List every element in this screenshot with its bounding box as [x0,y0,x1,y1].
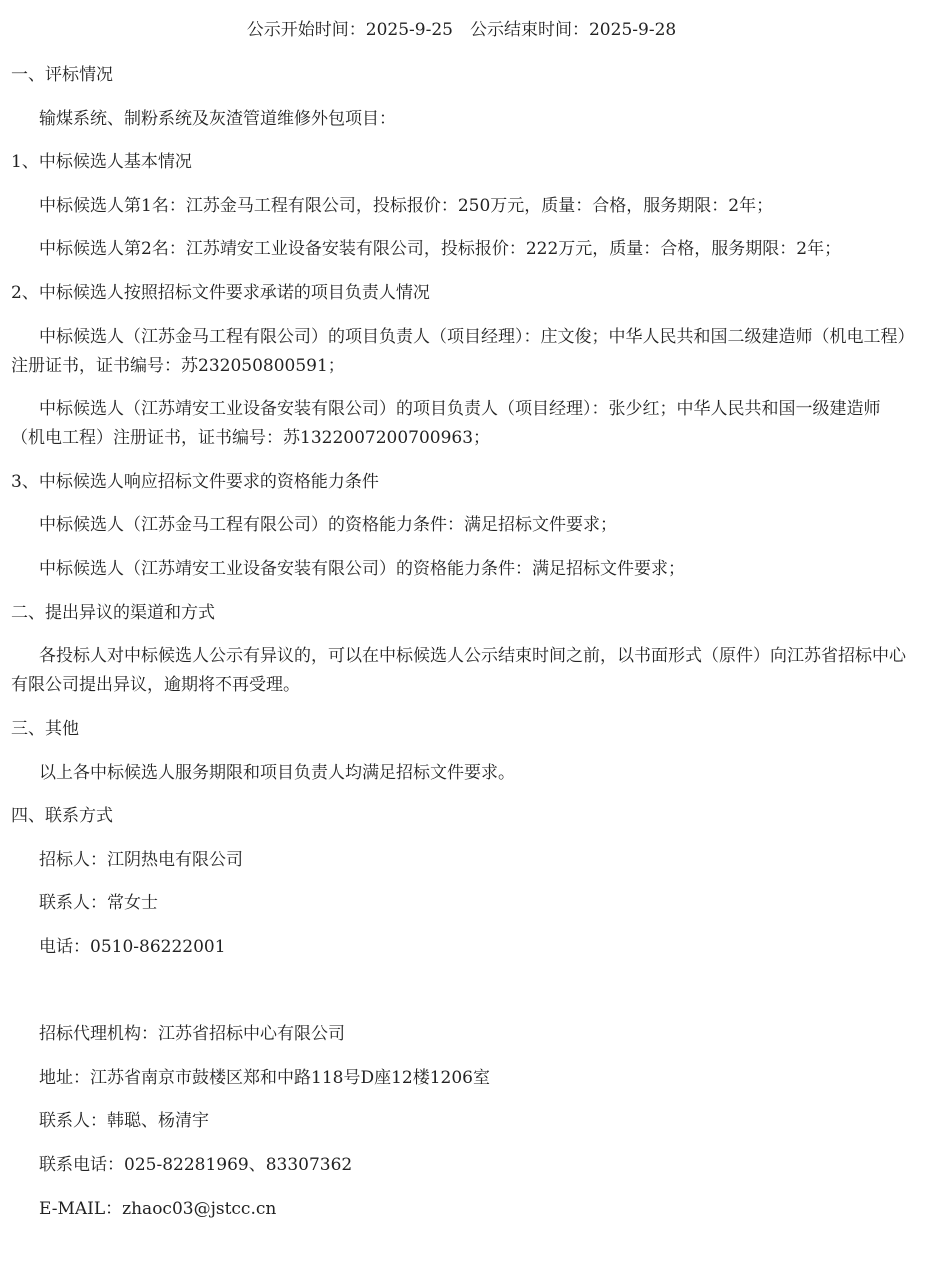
agency-address: 地址：江苏省南京市鼓楼区郑和中路118号D座12楼1206室 [39,1068,490,1088]
qualification-1: 中标候选人（江苏金马工程有限公司）的资格能力条件：满足招标文件要求； [39,515,617,535]
tenderer-contact: 联系人：常女士 [39,893,158,913]
objection-body: 各投标人对中标候选人公示有异议的，可以在中标候选人公示结束时间之前，以书面形式（原件）向江苏省招标中心有限公司提出异议，逾期将不再受理。 [11,646,906,695]
candidate-1: 中标候选人第1名：江苏金马工程有限公司，投标报价：250万元，质量：合格，服务期限：2年； [39,196,774,216]
sub3-heading: 3、中标候选人响应招标文件要求的资格能力条件 [11,472,379,492]
agency-contact: 联系人：韩聪、杨清宇 [39,1111,209,1131]
manager-1: 中标候选人（江苏金马工程有限公司）的项目负责人（项目经理）：庄文俊；中华人民共和国二级建造师（机电工程）注册证书，证书编号：苏232050800591； [11,327,906,376]
section3-heading: 三、其他 [11,719,79,739]
sub2-heading: 2、中标候选人按照招标文件要求承诺的项目负责人情况 [11,283,430,303]
manager-2: 中标候选人（江苏靖安工业设备安装有限公司）的项目负责人（项目经理）：张少红；中华人民共和国一级建造师（机电工程）注册证书，证书编号：苏1322007200700963； [11,399,881,448]
blank-line [11,976,912,1005]
agency-phone: 联系电话：025-82281969、83307362 [39,1155,353,1175]
agency-email: E-MAIL：zhaoc03@jstcc.cn [39,1199,277,1219]
section4-heading: 四、联系方式 [11,806,113,826]
announcement-page [0,16,926,1277]
section1-heading: 一、评标情况 [11,65,113,85]
tenderer: 招标人：江阴热电有限公司 [39,850,243,870]
tenderer-phone: 电话：0510-86222001 [39,937,226,957]
project-name: 输煤系统、制粉系统及灰渣管道维修外包项目： [39,109,396,129]
agency: 招标代理机构：江苏省招标中心有限公司 [39,1024,345,1044]
candidate-2: 中标候选人第2名：江苏靖安工业设备安装有限公司，投标报价：222万元，质量：合格，服务期限：2年； [39,239,842,259]
qualification-2: 中标候选人（江苏靖安工业设备安装有限公司）的资格能力条件：满足招标文件要求； [39,559,685,579]
publicity-times: 公示开始时间：2025-9-25 公示结束时间：2025-9-28 [246,20,677,40]
section2-heading: 二、提出异议的渠道和方式 [11,603,215,623]
other-body: 以上各中标候选人服务期限和项目负责人均满足招标文件要求。 [39,763,515,783]
sub1-heading: 1、中标候选人基本情况 [11,152,192,172]
